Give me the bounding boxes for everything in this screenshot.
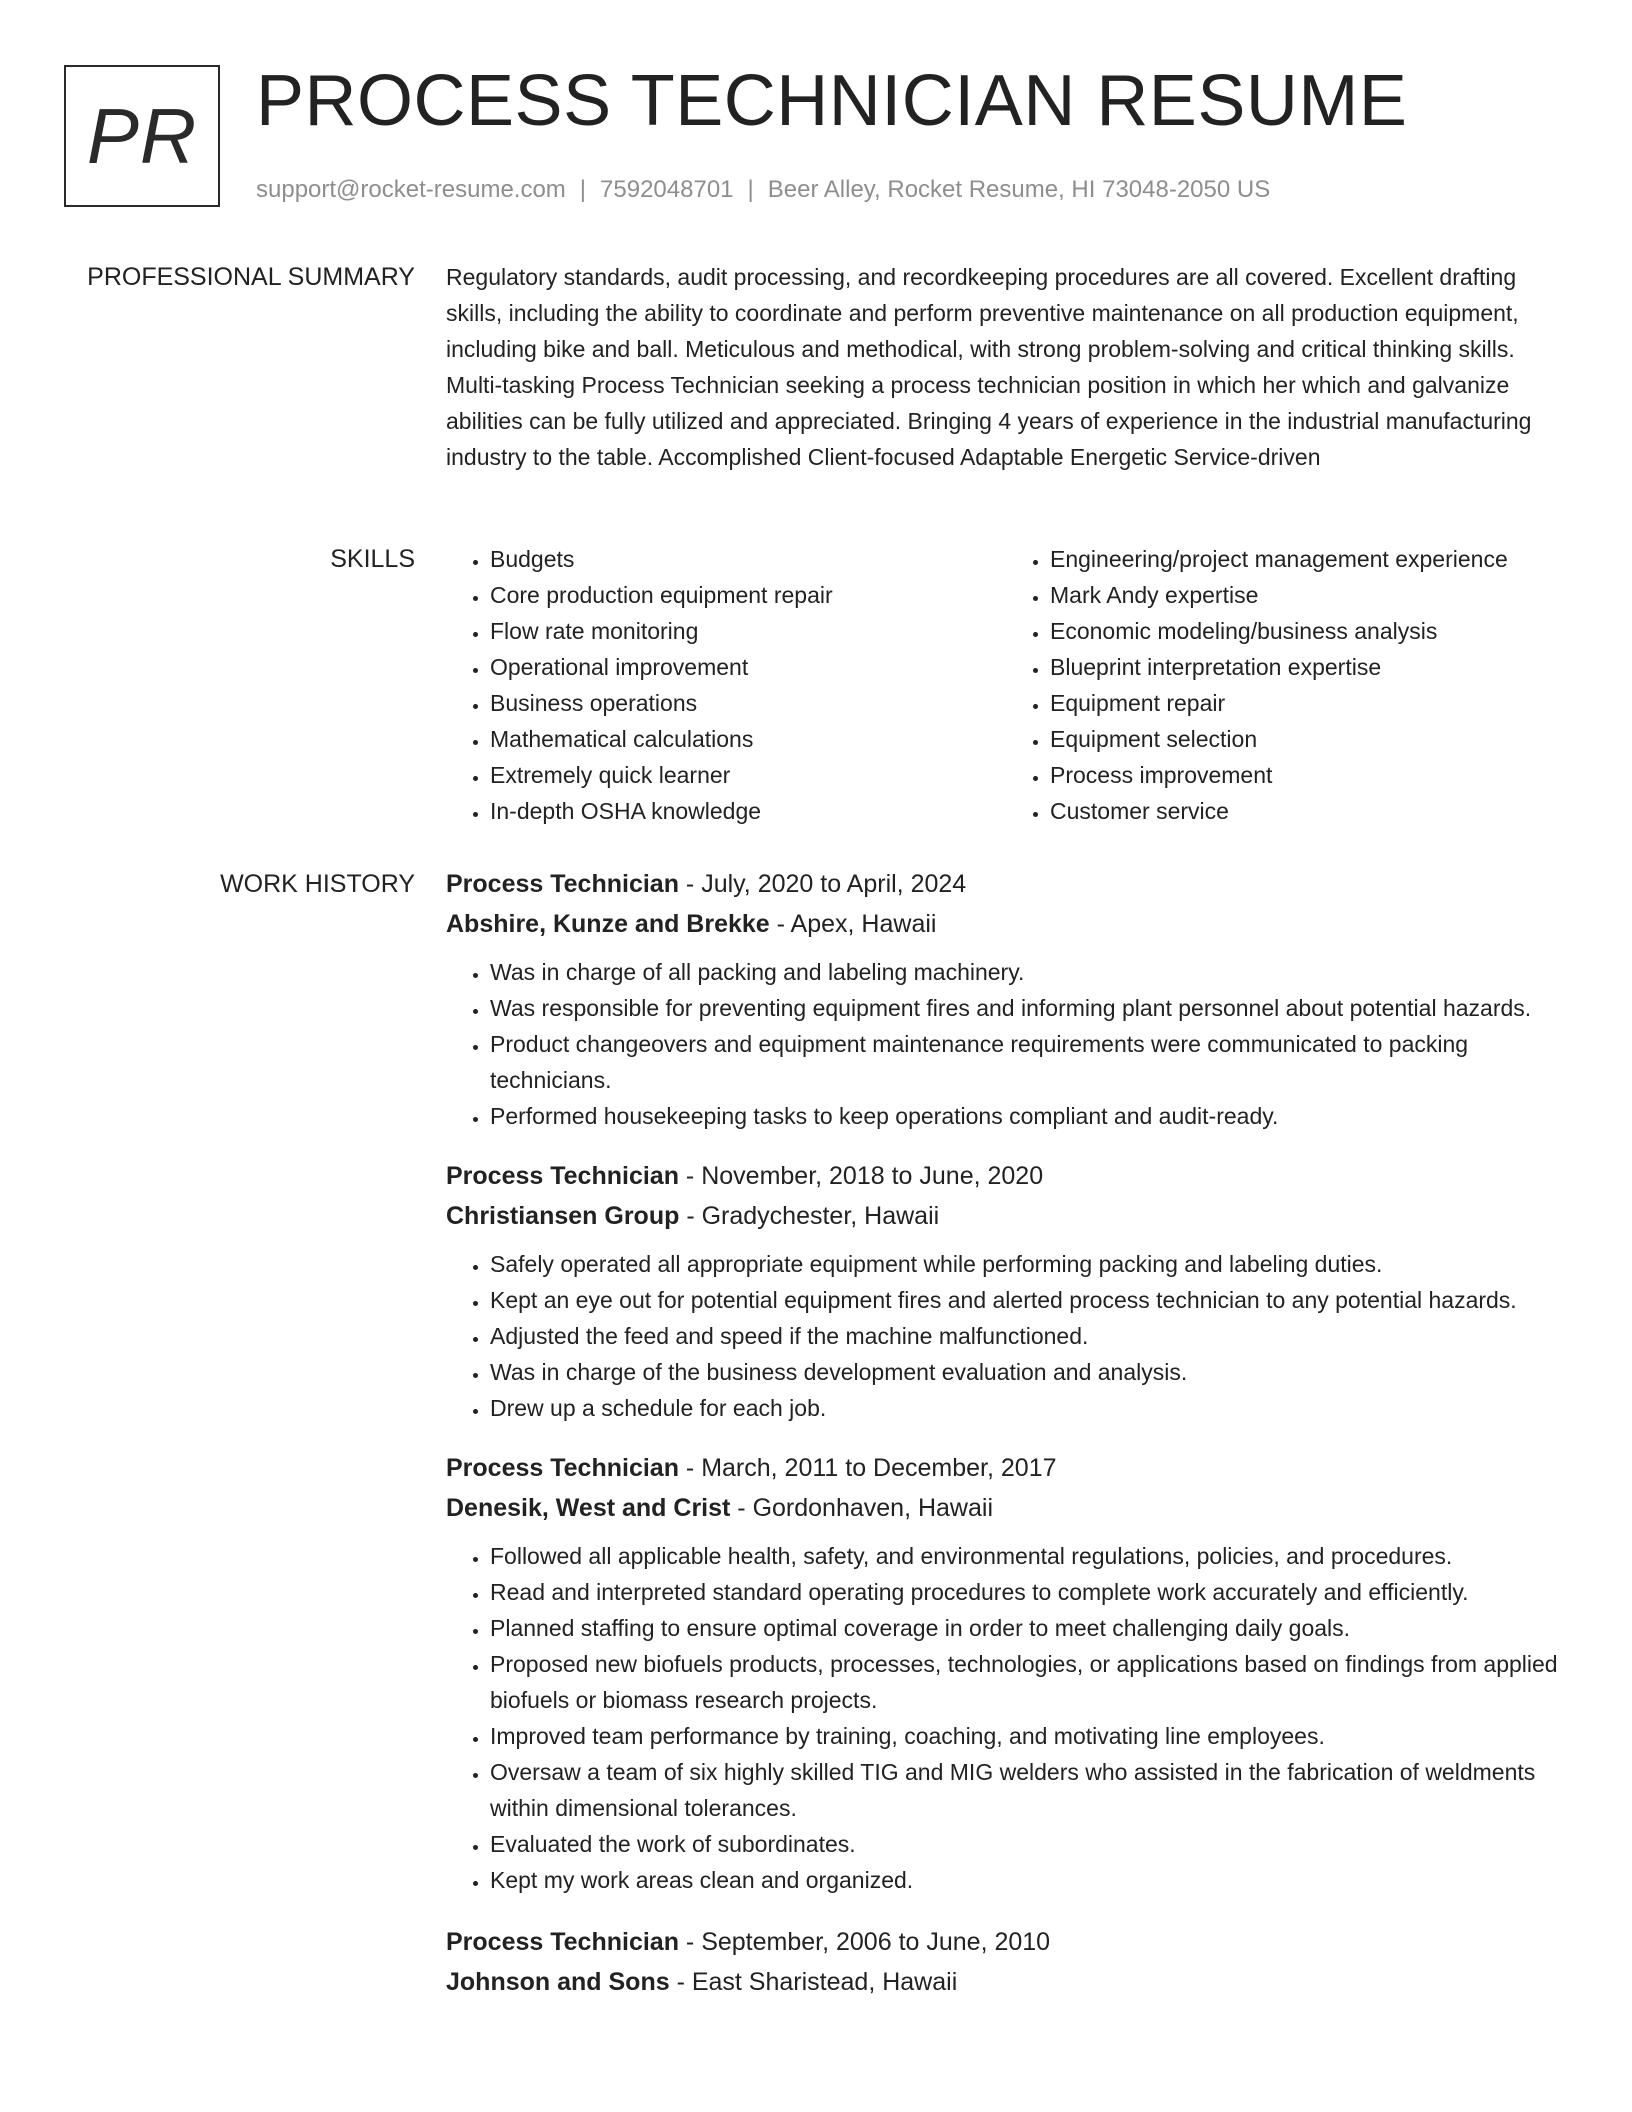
job-company-line — [446, 1488, 1566, 1528]
section-label-summary: PROFESSIONAL SUMMARY — [87, 263, 415, 291]
contact-address: Beer Alley, Rocket Resume, HI 73048-2050 US — [767, 176, 1271, 203]
job-company: Johnson and Sons — [446, 1968, 670, 1996]
job-title-line — [446, 864, 1566, 904]
job-duty: • Drew up a schedule for each job. — [490, 1390, 1566, 1426]
job-duty: • Was in charge of the business development evaluation and analysis. — [490, 1354, 1566, 1390]
job-duty: • Performed housekeeping tasks to keep operations compliant and audit-ready. — [490, 1098, 1566, 1134]
skill-item: • Engineering/project management experience — [1050, 541, 1566, 577]
summary-body — [446, 259, 1566, 475]
skill-item: • Mathematical calculations — [490, 721, 1006, 757]
job-duty: • Was responsible for preventing equipment fires and informing plant personnel about potential hazards. — [490, 990, 1566, 1026]
job-duty: • Oversaw a team of six highly skilled TIG and MIG welders who assisted in the fabrication of weldments within dimensional tolerances. — [490, 1754, 1566, 1826]
skill-item: • Equipment repair — [1050, 685, 1566, 721]
job-company-line — [446, 1962, 1566, 2002]
contact-email[interactable]: support@rocket-resume.com — [256, 176, 566, 203]
job-dates: - March, 2011 to December, 2017 — [678, 1454, 1057, 1482]
skill-item: • Blueprint interpretation expertise — [1050, 649, 1566, 685]
job-entry — [446, 1922, 1566, 2002]
skill-item: • In-depth OSHA knowledge — [490, 793, 1006, 829]
job-dates: - July, 2020 to April, 2024 — [678, 870, 967, 898]
skill-item: • Process improvement — [1050, 757, 1566, 793]
skill-item: • Operational improvement — [490, 649, 1006, 685]
job-duty: • Planned staffing to ensure optimal coverage in order to meet challenging daily goals. — [490, 1610, 1566, 1646]
job-location: - East Sharistead, Hawaii — [669, 1968, 958, 1996]
job-location: - Gradychester, Hawaii — [679, 1202, 940, 1230]
skill-item: • Customer service — [1050, 793, 1566, 829]
job-entry — [446, 1448, 1566, 1898]
job-company: Christiansen Group — [446, 1202, 680, 1230]
job-title: Process Technician — [446, 1162, 679, 1190]
skills-list-left — [446, 541, 1006, 829]
job-title: Process Technician — [446, 870, 679, 898]
job-duty: • Kept my work areas clean and organized. — [490, 1862, 1566, 1898]
job-location: - Apex, Hawaii — [769, 910, 937, 938]
summary-text: Regulatory standards, audit processing, and recordkeeping procedures are all covered. Excellent drafting skills, including the ability to coordinate and perform preventive maintenance on all production equipment, including bike and ball. Meticulous and methodical, with strong problem-solving and critical thinking skills. Multi-tasking Process Technician seeking a process technician position in which her which and galvanize abilities can be fully utilized and appreciated. Bringing 4 years of experience in the industrial manufacturing industry to the table. Accomplished Client-focused Adaptable Energetic Service-driven — [446, 264, 1532, 470]
skills-list-right — [1006, 541, 1566, 829]
job-location: - Gordonhaven, Hawaii — [730, 1494, 993, 1522]
contact-separator: | — [747, 176, 754, 203]
job-dates: - November, 2018 to June, 2020 — [678, 1162, 1044, 1190]
section-label-work-history: WORK HISTORY — [220, 870, 415, 898]
job-title: Process Technician — [446, 1928, 679, 1956]
skills-body — [446, 541, 1566, 829]
job-duty: • Proposed new biofuels products, processes, technologies, or applications based on findings from applied biofuels or biomass research projects. — [490, 1646, 1566, 1718]
job-company-line — [446, 904, 1566, 944]
skill-item: • Economic modeling/business analysis — [1050, 613, 1566, 649]
skill-item: • Flow rate monitoring — [490, 613, 1006, 649]
job-company: Denesik, West and Crist — [446, 1494, 731, 1522]
skill-item: • Extremely quick learner — [490, 757, 1006, 793]
job-company: Abshire, Kunze and Brekke — [446, 910, 770, 938]
job-title: Process Technician — [446, 1454, 679, 1482]
skill-item: • Mark Andy expertise — [1050, 577, 1566, 613]
job-duties-list — [446, 1246, 1566, 1426]
job-duty: • Improved team performance by training, coaching, and motivating line employees. — [490, 1718, 1566, 1754]
skill-item: • Core production equipment repair — [490, 577, 1006, 613]
skill-item: • Budgets — [490, 541, 1006, 577]
resume-title: PROCESS TECHNICIAN RESUME — [256, 61, 1408, 141]
job-entry — [446, 1156, 1566, 1426]
job-duties-list — [446, 954, 1566, 1134]
contact-phone[interactable]: 7592048701 — [600, 176, 734, 203]
job-duty: • Kept an eye out for potential equipment fires and alerted process technician to any potential hazards. — [490, 1282, 1566, 1318]
skill-item: • Equipment selection — [1050, 721, 1566, 757]
job-dates: - September, 2006 to June, 2010 — [678, 1928, 1051, 1956]
job-duty: • Safely operated all appropriate equipment while performing packing and labeling duties. — [490, 1246, 1566, 1282]
job-title-line — [446, 1156, 1566, 1196]
job-duty: • Was in charge of all packing and labeling machinery. — [490, 954, 1566, 990]
skill-item: • Business operations — [490, 685, 1006, 721]
job-duty: • Product changeovers and equipment maintenance requirements were communicated to packing technicians. — [490, 1026, 1566, 1098]
job-duty: • Adjusted the feed and speed if the machine malfunctioned. — [490, 1318, 1566, 1354]
section-label-skills: SKILLS — [330, 545, 415, 573]
contact-line — [256, 172, 1270, 208]
job-duties-list — [446, 1538, 1566, 1898]
work-history-body — [446, 866, 1566, 1996]
contact-separator: | — [579, 176, 587, 203]
job-duty: • Read and interpreted standard operating procedures to complete work accurately and efficiently. — [490, 1574, 1566, 1610]
job-entry — [446, 864, 1566, 1134]
job-duty: • Followed all applicable health, safety, and environmental regulations, policies, and procedures. — [490, 1538, 1566, 1574]
monogram: PR — [64, 65, 220, 207]
job-title-line — [446, 1448, 1566, 1488]
job-duty: • Evaluated the work of subordinates. — [490, 1826, 1566, 1862]
job-title-line — [446, 1922, 1566, 1962]
job-company-line — [446, 1196, 1566, 1236]
